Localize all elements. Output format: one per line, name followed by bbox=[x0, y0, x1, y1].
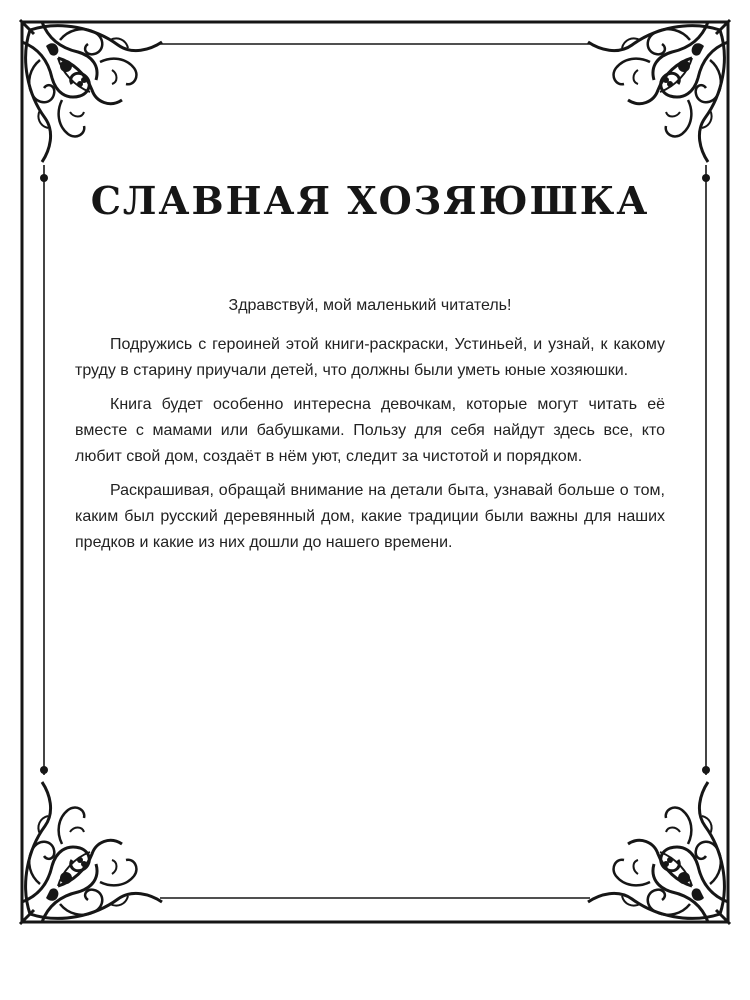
corner-ornament-bottom-right-icon bbox=[588, 782, 730, 924]
paragraph: Книга будет особенно интересна девочкам, которые могут читать её вместе с мамами или бабушками. Пользу для себя найдут здесь все, кто любит свой дом, создаёт в нём уют, следит за чистотой и порядком. bbox=[75, 396, 665, 465]
corner-ornament-top-left-icon bbox=[20, 20, 162, 162]
paragraph: Раскрашивая, обращай внимание на детали быта, узнавай больше о том, каким был русский деревянный дом, какие традиции были важны для наших предков и какие из них дошли до нашего времени. bbox=[75, 482, 665, 551]
ornament-drop-icon bbox=[40, 766, 48, 774]
corner-ornament-bottom-left-icon bbox=[20, 782, 162, 924]
ornament-drop-icon bbox=[702, 766, 710, 774]
greeting: Здравствуй, мой маленький читатель! bbox=[228, 297, 512, 314]
corner-ornament-top-right-icon bbox=[588, 20, 730, 162]
page-title: СЛАВНАЯ ХОЗЯЮШКА bbox=[90, 178, 650, 223]
ornament-drop-icon bbox=[702, 174, 710, 182]
paragraph: Подружись с героиней этой книги-раскраски, Устиньей, и узнай, к какому труду в старину приучали детей, что должны были уметь юные хозяюшки. bbox=[75, 336, 665, 379]
body-text bbox=[75, 332, 665, 564]
ornament-drop-icon bbox=[40, 174, 48, 182]
